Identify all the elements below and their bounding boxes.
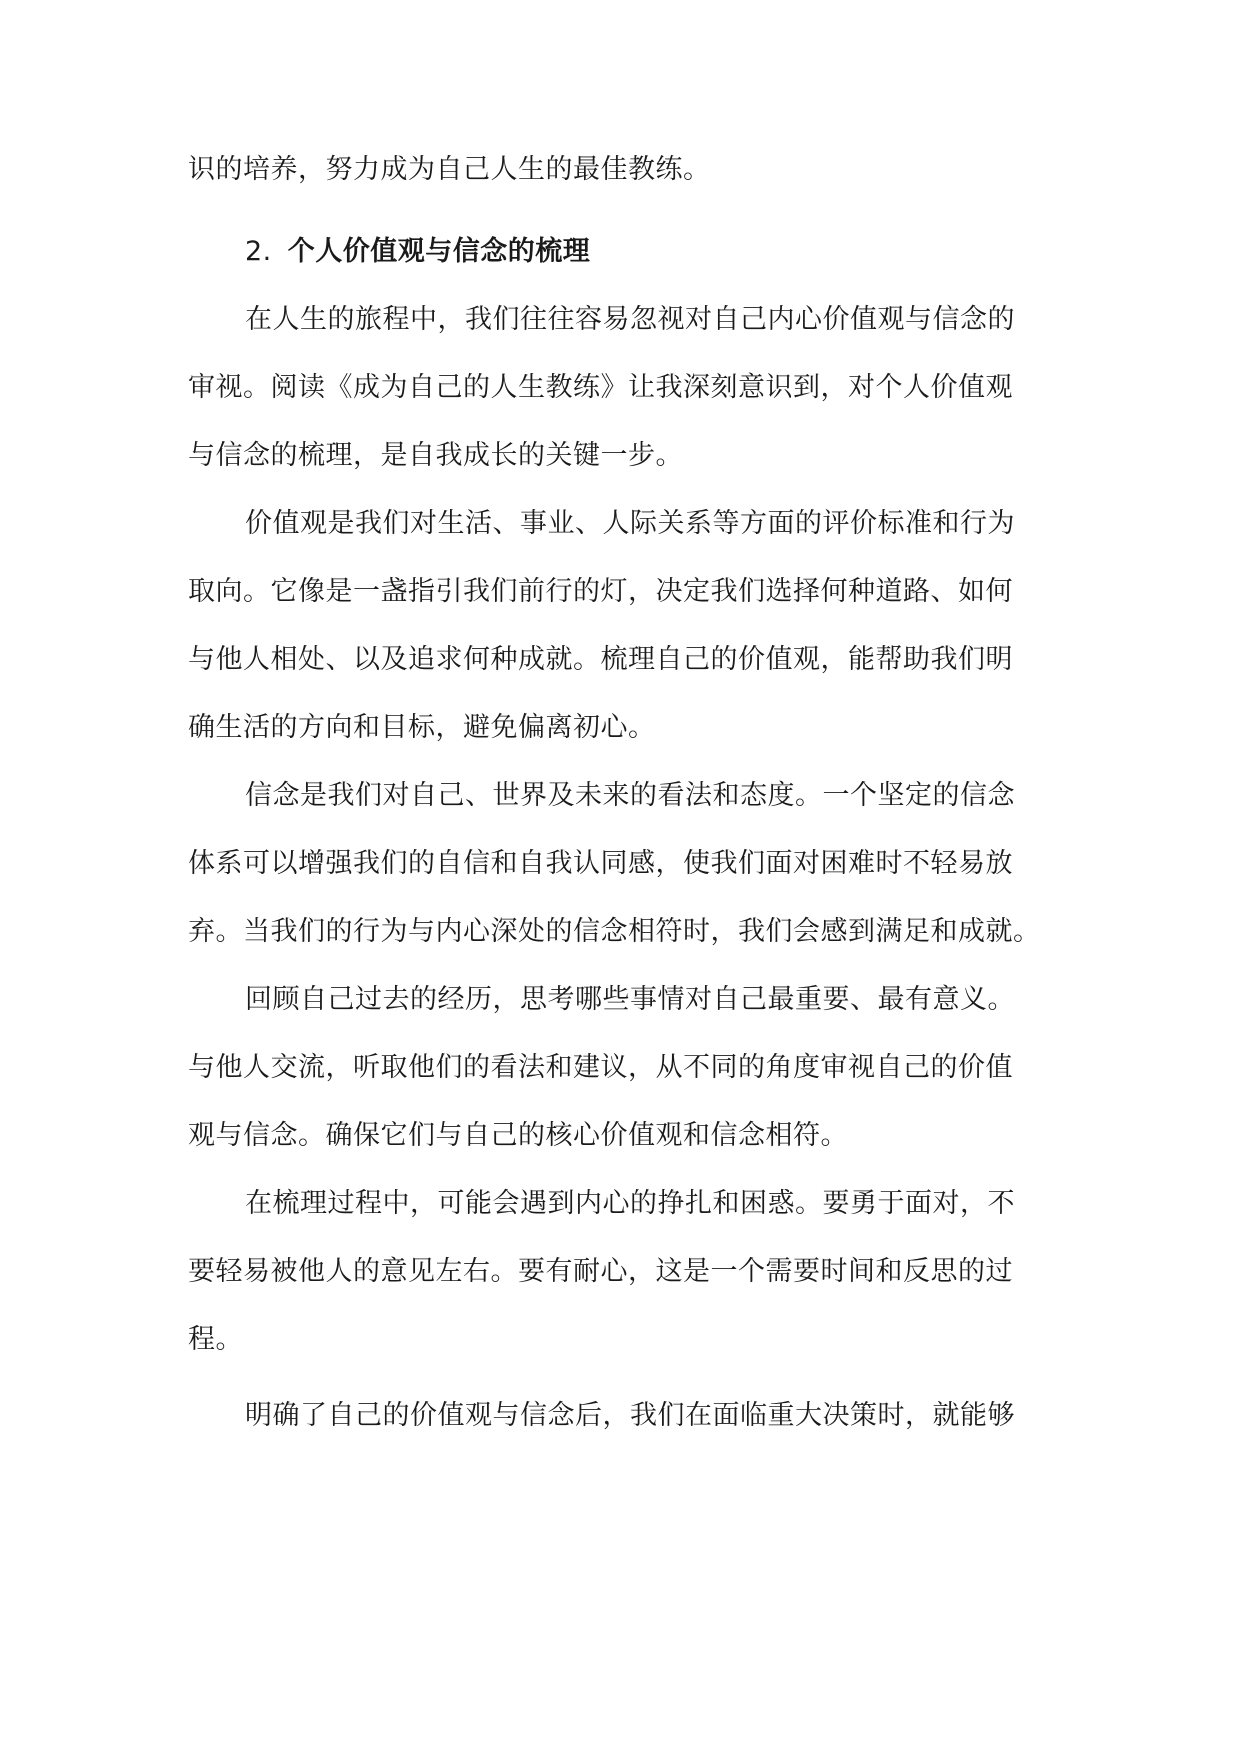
paragraph-line: 审视。阅读《成为自己的人生教练》让我深刻意识到，对个人价值观 [188,372,1013,403]
section-number: 2. [245,236,272,267]
paragraph-line: 与信念的梳理，是自我成长的关键一步。 [188,440,683,471]
paragraph-line: 体系可以增强我们的自信和自我认同感，使我们面对困难时不轻易放 [188,848,1013,879]
paragraph-line: 弃。当我们的行为与内心深处的信念相符时，我们会感到满足和成就。 [188,916,1041,947]
paragraph-line: 确生活的方向和目标，避免偏离初心。 [188,712,656,743]
paragraph-line: 与他人相处、以及追求何种成就。梳理自己的价值观，能帮助我们明 [188,644,1013,675]
paragraph-line: 与他人交流，听取他们的看法和建议，从不同的角度审视自己的价值 [188,1052,1013,1083]
paragraph-line: 回顾自己过去的经历，思考哪些事情对自己最重要、最有意义。 [245,984,1015,1015]
paragraph-line: 价值观是我们对生活、事业、人际关系等方面的评价标准和行为 [245,508,1015,539]
paragraph-line: 在人生的旅程中，我们往往容易忽视对自己内心价值观与信念的 [245,304,1015,335]
paragraph-line: 程。 [188,1324,243,1355]
paragraph-line: 取向。它像是一盏指引我们前行的灯，决定我们选择何种道路、如何 [188,576,1013,607]
paragraph-line: 要轻易被他人的意见左右。要有耐心，这是一个需要时间和反思的过 [188,1256,1013,1287]
paragraph-line: 信念是我们对自己、世界及未来的看法和态度。一个坚定的信念 [245,780,1015,811]
paragraph-line: 识的培养，努力成为自己人生的最佳教练。 [188,154,711,185]
paragraph-line: 观与信念。确保它们与自己的核心价值观和信念相符。 [188,1120,848,1151]
section-title: 个人价值观与信念的梳理 [287,236,591,267]
section-heading [245,232,1068,272]
paragraph-line: 明确了自己的价值观与信念后，我们在面临重大决策时，就能够 [245,1400,1015,1431]
paragraph-line: 在梳理过程中，可能会遇到内心的挣扎和困惑。要勇于面对，不 [245,1188,1015,1219]
